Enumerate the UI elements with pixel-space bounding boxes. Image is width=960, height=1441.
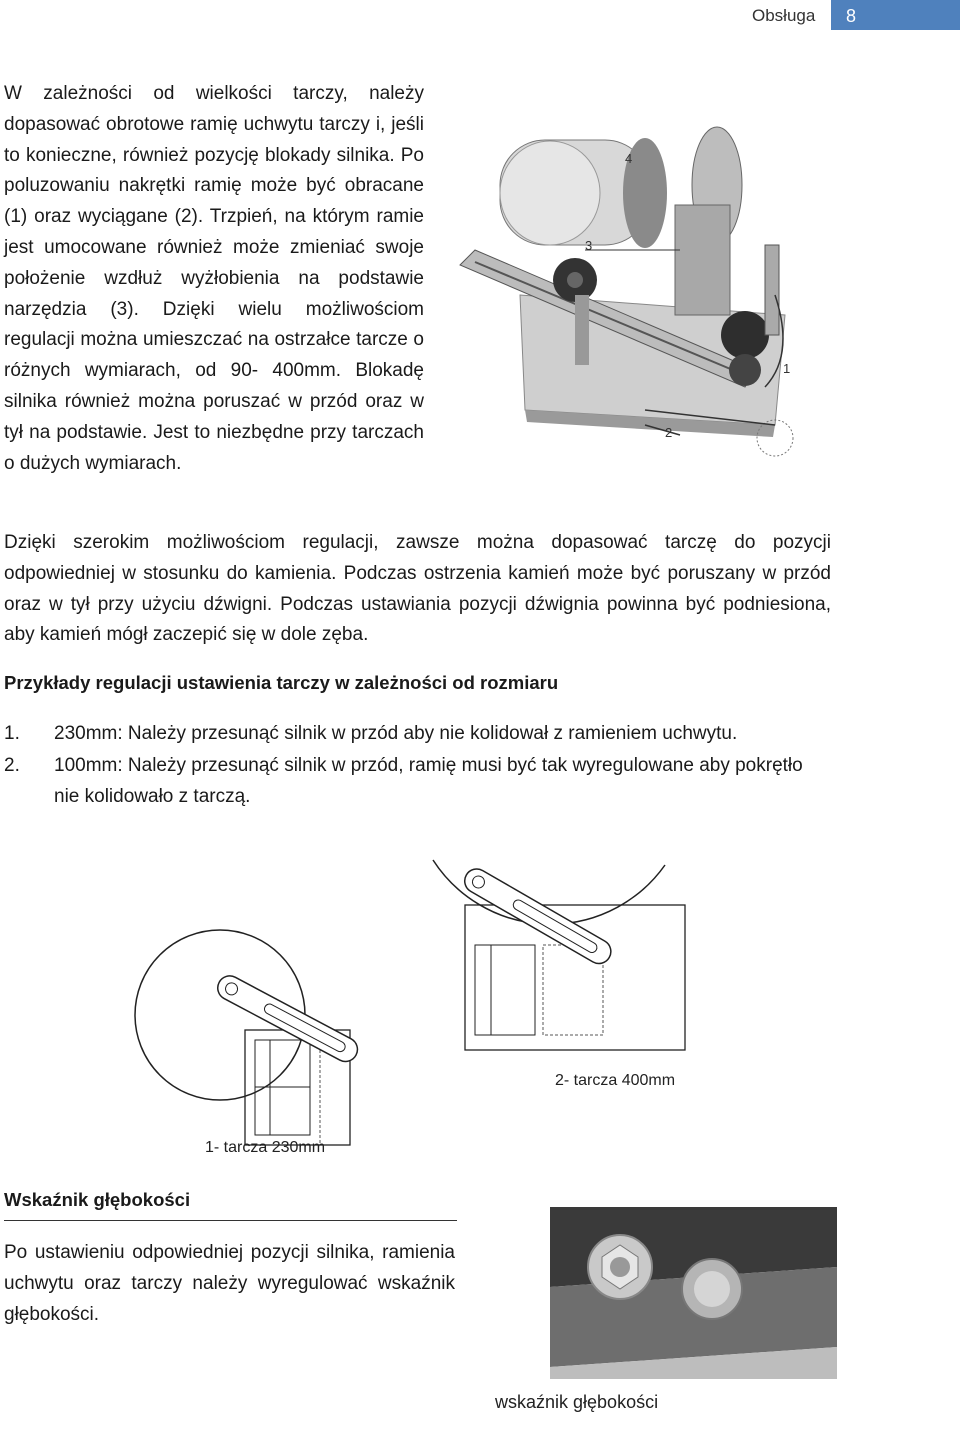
intro-paragraph: W zależności od wielkości tarczy, należy dopasować obrotowe ramię uchwytu tarczy i, jeśli to konieczne, również pozycję blokady silnika. Po poluzowaniu nakrętki ramię może być obracane (1) oraz wyciągane (2). Trzpień, na którym ramie jest umocowane również może zmieniać swoje położenie wzdłuż wyżłobienia na podstawie narzędzia (3). Dzięki wielu możliwościom regulacji można umieszczać na ostrzałce tarcze o różnych wymiarach, od 90- 400mm. Blokadę silnika również można poruszać w przód oraz w tył na podstawie. Jest to niezbędne przy tarczach o dużych wymiarach. bbox=[4, 83, 424, 474]
diagram-230-caption: 1- tarcza 230mm bbox=[205, 1139, 326, 1156]
depth-heading: Wskaźnik głębokości bbox=[4, 1189, 191, 1210]
heading-underline bbox=[4, 1220, 457, 1221]
examples-heading: Przykłady regulacji ustawienia tarczy w zależności od rozmiaru bbox=[4, 672, 559, 693]
page-number: 8 bbox=[831, 0, 960, 30]
examples-list bbox=[4, 718, 824, 813]
depth-photo-caption: wskaźnik głębokości bbox=[495, 1392, 659, 1412]
list-item-number: 2. bbox=[4, 754, 20, 776]
list-item bbox=[4, 750, 824, 813]
callout-3: 3 bbox=[585, 238, 593, 253]
machine-photo bbox=[455, 125, 815, 470]
list-item-text: 100mm: Należy przesunąć silnik w przód, ramię musi być tak wyregulowane aby pokrętło nie kolidowało z tarczą. bbox=[54, 754, 803, 807]
adjust-paragraph: Dzięki szerokim możliwościom regulacji, zawsze można dopasować tarczę do pozycji odpowiedniej w stosunku do kamienia. Podczas ostrzenia kamień może być poruszany w przód oraz w tył przy użyciu dźwigni. Podczas ustawiania pozycji dźwignia powinna być podniesiona, aby kamień mógł zaczepić się w dole zęba. bbox=[4, 532, 831, 646]
callout-1: 1 bbox=[783, 361, 791, 376]
depth-paragraph: Po ustawieniu odpowiedniej pozycji silnika, ramienia uchwytu oraz tarczy należy wyregulować wskaźnik głębokości. bbox=[4, 1242, 455, 1325]
diagram-400-caption: 2- tarcza 400mm bbox=[555, 1072, 676, 1089]
list-item-number: 1. bbox=[4, 723, 20, 744]
callout-4: 4 bbox=[625, 151, 633, 166]
list-item bbox=[4, 718, 824, 750]
list-item-text: 230mm: Należy przesunąć silnik w przód aby nie kolidował z ramieniem uchwytu. bbox=[54, 723, 738, 744]
callout-2: 2 bbox=[665, 425, 673, 440]
section-label: Obsługa bbox=[752, 6, 816, 25]
diagram-400mm bbox=[425, 830, 695, 1100]
diagram-230mm bbox=[110, 815, 430, 1170]
